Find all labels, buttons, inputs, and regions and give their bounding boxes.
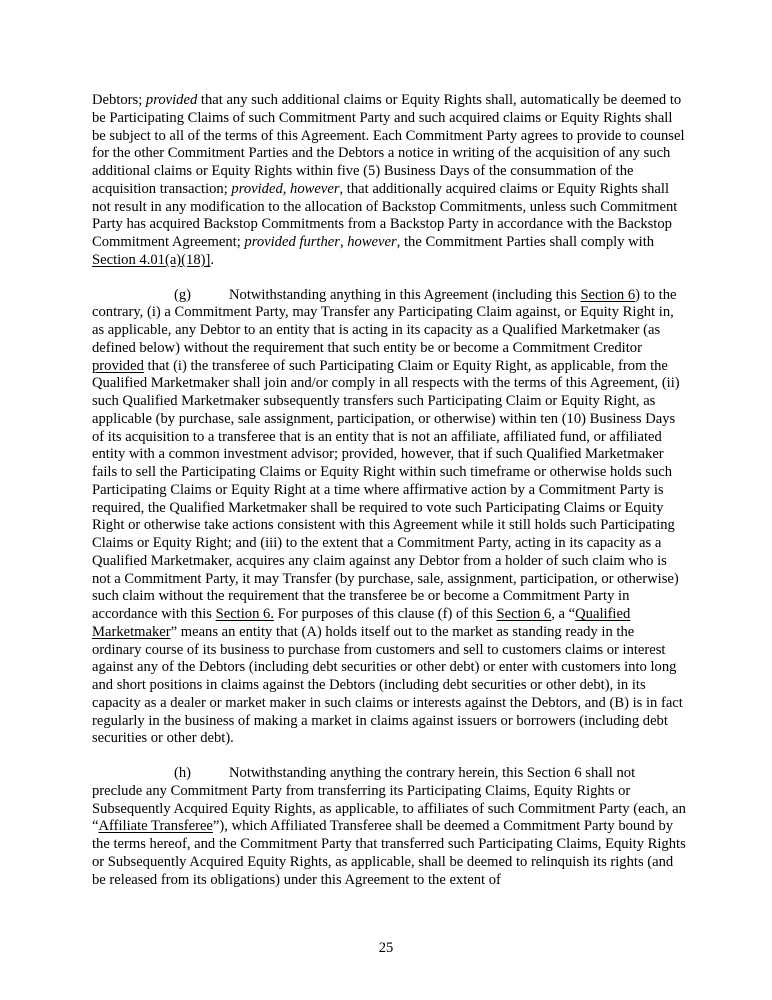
text-run: , the Commitment Parties shall comply with (396, 234, 655, 250)
text-run-italic: provided further (244, 234, 340, 250)
text-run: ”), which Affiliated Transferee shall be deemed a Commitment Party bound by the terms hereof, and the Commitment Party that transferred such Participating Claims, Equity Rights or Subsequently Acquired Equity Rights, as applicable, shall be deemed to relinquish its rights (and be released from its obligations) under this Agreement to the extent of (92, 818, 686, 888)
section-reference: Section 6 (496, 606, 552, 622)
text-run: ) to the contrary, (i) a Commitment Party, may Transfer any Participating Claim against, or Equity Right in, as applicable, any Debtor to an entity that is acting in its capacity as a Qualified Marketmaker (as defined below) without the requirement that such entity be or become a Commitment Creditor (92, 286, 677, 356)
section-reference: Section 4.01(a)(18)] (92, 251, 211, 268)
text-run: , (339, 234, 348, 250)
defined-term: Qualified Marketmaker (92, 606, 631, 640)
text-run: ” means an entity that (A) holds itself out to the market as standing ready in the ordinary course of its business to purchase from customers and sell to customers claims or interest against any of the Debtors (including debt securities or other debt) or enter with customers into long and short positions in claims against the Debtors (including debt securities or other debt), in its capacity as a dealer or market maker in such claims or interests against the Debtors, and (B) is in fact regularly in the business of making a market in claims against issuers or borrowers (including debt securities or other debt). (92, 623, 683, 747)
text-run: . (210, 251, 214, 268)
text-run: , a “ (551, 606, 576, 622)
text-run: For purposes of this clause (f) of this (273, 606, 497, 622)
document-body (92, 92, 686, 889)
text-run-italic: provided, however (231, 180, 340, 197)
text-run: that any such additional claims or Equity Rights shall, automatically be deemed to be Participating Claims of such Commitment Party and such acquired claims or Equity Rights shall be subject to all of the terms of this Agreement. Each Commitment Party agrees to provide to counsel for the other Commitment Parties and the Debtors a notice in writing of the acquisition of any such additional claims or Equity Rights within five (5) Business Days of the consummation of the acquisition transaction; (92, 92, 685, 197)
paragraph-g (92, 287, 686, 749)
paragraph-label: (g) (174, 286, 192, 303)
text-run: Notwithstanding anything the contrary herein, this Section 6 shall not preclude any Commitment Party from transferring its Participating Claims, Equity Rights or Subsequently Acquired Equity Rights, as applicable, to affiliates of such Commitment Party (each, an “ (92, 765, 686, 835)
section-reference: Section 6. (215, 606, 274, 622)
paragraph-h (92, 765, 686, 889)
text-run-italic: however (347, 234, 397, 250)
text-run: , that additionally acquired claims or Equity Rights shall not result in any modification to the allocation of Backstop Commitments, unless such Commitment Party has acquired Backstop Commitments from a Backstop Party in accordance with the Backstop Commitment Agreement; (92, 180, 678, 250)
paragraph-f-continuation (92, 92, 686, 270)
section-reference: Section 6 (580, 286, 636, 303)
text-run: Notwithstanding anything in this Agreement (including this (229, 286, 581, 303)
text-run-italic: provided (145, 92, 198, 108)
paragraph-label: (h) (174, 765, 192, 781)
defined-term: provided (92, 357, 144, 374)
defined-term: Affiliate Transferee (98, 818, 213, 835)
text-run: Debtors; (92, 92, 146, 108)
text-run: that (i) the transferee of such Participating Claim or Equity Right, as applicable, from the Qualified Marketmaker shall join and/or comply in all respects with the terms of this Agreement, (ii) such Qualified Marketmaker subsequently transfers such Participating Claim or Equity Right, as applicable (by purchase, sale assignment, participation, or otherwise) within ten (10) Business Days of its acquisition to a transferee that is an entity that is not an affiliate, affiliated fund, or affiliated entity with a common investment advisor; provided, however, that if such Qualified Marketmaker fails to sell the Participating Claims or Equity Right within such timeframe or otherwise holds such Participating Claims or Equity Right at a time where affirmative action by a Commitment Party is required, the Qualified Marketmaker shall be required to vote such Participating Claims or Equity Right or otherwise take actions consistent with this Agreement while it still holds such Participating Claims or Equity Right; and (iii) to the extent that a Commitment Party, acting in its capacity as a Qualified Marketmaker, acquires any claim against any Debtor from a holder of such claim who is not a Commitment Party, it may Transfer (by purchase, sale, assignment, participation, or otherwise) such claim without the requirement that the transferee be or become a Commitment Party in accordance with this (92, 357, 680, 622)
page-number: 25 (378, 940, 394, 956)
